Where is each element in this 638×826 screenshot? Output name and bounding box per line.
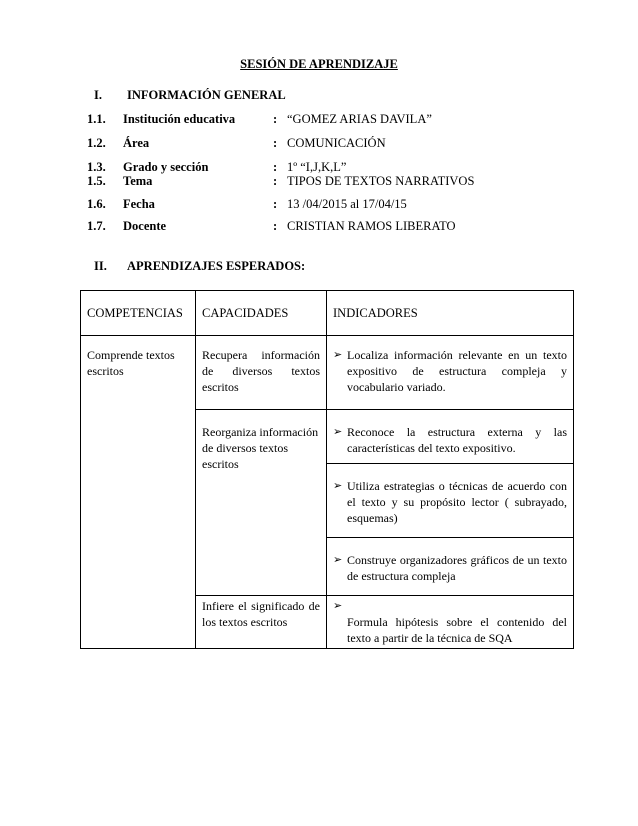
header-capacidades: CAPACIDADES bbox=[196, 291, 327, 336]
header-indicadores: INDICADORES bbox=[327, 291, 574, 336]
info-colon: : bbox=[273, 112, 278, 126]
info-value: “GOMEZ ARIAS DAVILA” bbox=[287, 112, 432, 126]
info-value: 1º “I,J,K,L” bbox=[287, 160, 347, 174]
indicador-text: Reconoce la estructura externa y las características del texto expositivo. bbox=[347, 425, 567, 455]
info-row-institucion bbox=[87, 112, 567, 130]
info-label: Fecha bbox=[123, 197, 155, 211]
info-value: COMUNICACIÓN bbox=[287, 136, 386, 150]
indicador-cell bbox=[327, 464, 574, 538]
info-number: 1.5. bbox=[87, 174, 106, 188]
info-value: 13 /04/2015 al 17/04/15 bbox=[287, 197, 407, 211]
capacidad-text: Reorganiza información de diversos textos escritos bbox=[202, 425, 319, 471]
info-colon: : bbox=[273, 174, 278, 188]
section-1-number: I. bbox=[94, 88, 102, 102]
info-value: TIPOS DE TEXTOS NARRATIVOS bbox=[287, 174, 475, 188]
arrow-bullet-icon: ➢ bbox=[333, 426, 343, 438]
info-label: Institución educativa bbox=[123, 112, 236, 126]
arrow-bullet-icon: ➢ bbox=[333, 554, 343, 566]
info-label: Docente bbox=[123, 219, 167, 233]
indicador-cell bbox=[327, 596, 574, 649]
capacidad-text: Recupera información de diversos textos escritos bbox=[202, 348, 320, 394]
info-number: 1.7. bbox=[87, 219, 106, 233]
info-label: Área bbox=[123, 136, 150, 150]
info-colon: : bbox=[273, 136, 278, 150]
competencia-cell bbox=[81, 336, 196, 649]
capacidad-cell bbox=[196, 336, 327, 410]
capacidad-text: Infiere el significado de los textos escritos bbox=[202, 599, 320, 629]
capacidad-cell bbox=[196, 596, 327, 649]
arrow-bullet-icon: ➢ bbox=[333, 600, 343, 612]
indicador-cell bbox=[327, 336, 574, 410]
info-colon: : bbox=[273, 219, 278, 233]
info-colon: : bbox=[273, 160, 278, 174]
info-number: 1.2. bbox=[87, 136, 106, 150]
info-label: Tema bbox=[123, 174, 153, 188]
arrow-bullet-icon: ➢ bbox=[333, 349, 343, 361]
indicador-cell bbox=[327, 538, 574, 596]
section-2-title: APRENDIZAJES ESPERADOS: bbox=[127, 259, 306, 273]
table-row bbox=[81, 336, 574, 410]
info-number: 1.3. bbox=[87, 160, 106, 174]
info-row-fecha bbox=[87, 197, 567, 215]
competencia-text: Comprende textos escritos bbox=[87, 348, 175, 378]
header-competencias: COMPETENCIAS bbox=[81, 291, 196, 336]
info-label: Grado y sección bbox=[123, 160, 209, 174]
capacidad-cell bbox=[196, 410, 327, 596]
section-1-title: INFORMACIÓN GENERAL bbox=[127, 88, 286, 102]
section-2-heading bbox=[94, 259, 305, 274]
indicador-cell bbox=[327, 410, 574, 464]
document-title: SESIÓN DE APRENDIZAJE bbox=[240, 57, 398, 71]
info-number: 1.1. bbox=[87, 112, 106, 126]
info-number: 1.6. bbox=[87, 197, 106, 211]
indicador-text: Localiza información relevante en un texto expositivo de estructura compleja y vocabulario variado. bbox=[347, 348, 567, 394]
info-row-area bbox=[87, 136, 567, 154]
indicador-text: Utiliza estrategias o técnicas de acuerdo con el texto y su propósito lector ( subrayado, esquemas) bbox=[347, 479, 567, 525]
info-row-docente bbox=[87, 219, 567, 237]
info-value: CRISTIAN RAMOS LIBERATO bbox=[287, 219, 456, 233]
section-2-number: II. bbox=[94, 259, 107, 273]
info-row-tema bbox=[87, 174, 567, 192]
section-1-heading bbox=[94, 88, 286, 103]
table-header-row bbox=[81, 291, 574, 336]
indicador-text: Formula hipótesis sobre el contenido del texto a partir de la técnica de SQA bbox=[347, 615, 567, 645]
info-colon: : bbox=[273, 197, 278, 211]
indicador-text: Construye organizadores gráficos de un texto de estructura compleja bbox=[347, 553, 567, 583]
aprendizajes-table bbox=[80, 290, 574, 649]
arrow-bullet-icon: ➢ bbox=[333, 480, 343, 492]
